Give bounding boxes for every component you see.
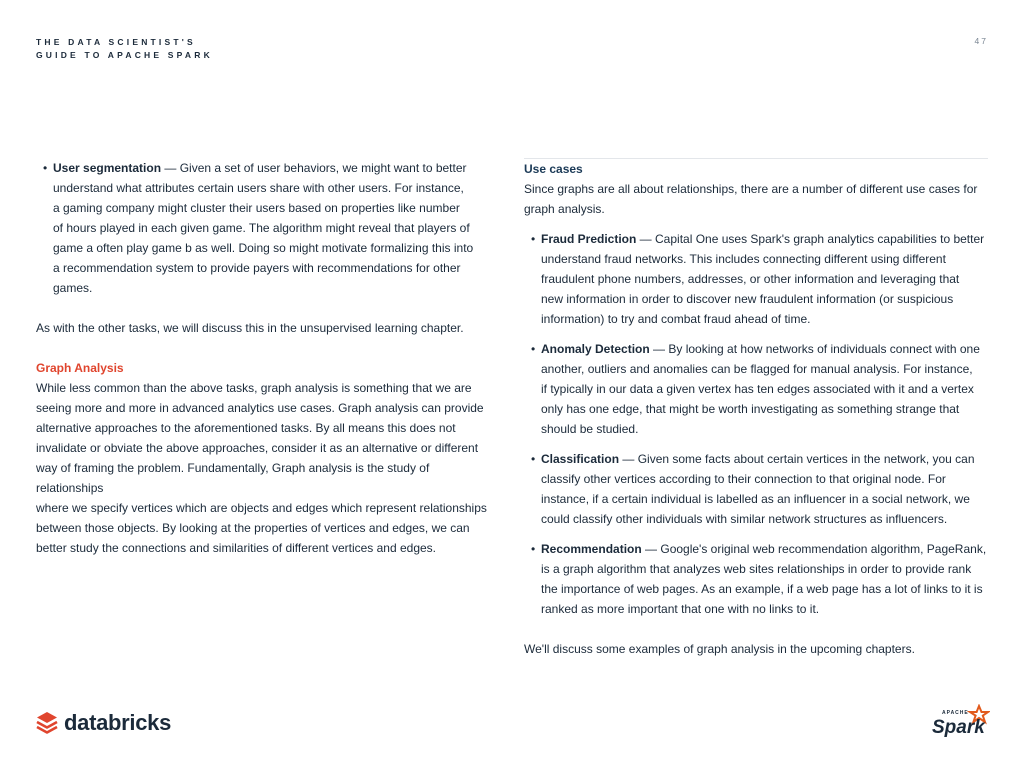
page-number: 47 bbox=[974, 36, 988, 46]
bullet-line: if typically in our data a given vertex has ten edges associated with it and a vertex bbox=[541, 382, 974, 396]
bullet-line: should be studied. bbox=[541, 422, 639, 436]
bullet-dot: • bbox=[531, 232, 536, 246]
apache-spark-logo bbox=[930, 704, 990, 738]
paragraph-use-cases-intro bbox=[524, 179, 988, 219]
section-title-graph-analysis: Graph Analysis bbox=[36, 361, 124, 375]
bullet-line: — Given a set of user behaviors, we might want to better bbox=[161, 161, 467, 175]
bullet-text bbox=[541, 539, 988, 619]
bullet-line: game a often play game b as well. Doing so might motivate formalizing this into bbox=[53, 241, 474, 255]
bullet-term: Fraud Prediction bbox=[541, 232, 637, 246]
bullet-dot: • bbox=[531, 542, 536, 556]
databricks-wordmark: databricks bbox=[64, 710, 172, 735]
bullet-term: Recommendation bbox=[541, 542, 642, 556]
apache-label: APACHE bbox=[942, 710, 969, 716]
bullet-term: User segmentation bbox=[53, 161, 162, 175]
bullet-line: a recommendation system to provide payers with recommendations for other bbox=[53, 261, 461, 275]
bullet-dot: • bbox=[531, 342, 536, 356]
bullet-line: is a graph algorithm that analyzes web sites relationships in order to provide rank bbox=[541, 562, 972, 576]
databricks-logo bbox=[36, 709, 171, 737]
paragraph-outro: We'll discuss some examples of graph analysis in the upcoming chapters. bbox=[524, 642, 915, 656]
section-title-use-cases: Use cases bbox=[524, 162, 583, 176]
bullet-user-segmentation bbox=[36, 158, 498, 298]
bullet-recommendation bbox=[524, 539, 988, 619]
bullet-line: a gaming company might cluster their users based on properties like number bbox=[53, 201, 460, 215]
bullet-line: of hours played in each given game. The algorithm might reveal that players of bbox=[53, 221, 470, 235]
paragraph-line: alternative approaches to the aforementioned tasks. By all means this does not bbox=[36, 421, 456, 435]
paragraph-graph-analysis bbox=[36, 378, 498, 558]
left-column bbox=[36, 158, 498, 558]
bullet-line: classify other vertices according to their connection to that original node. For bbox=[541, 472, 946, 486]
bullet-line: could classify other individuals with similar network structures as influencers. bbox=[541, 512, 948, 526]
paragraph-line: better study the connections and similarities of different vertices and edges. bbox=[36, 541, 437, 555]
bullet-line: ranked as more important that one with no links to it. bbox=[541, 602, 820, 616]
bullet-line: — Capital One uses Spark's graph analytics capabilities to better bbox=[636, 232, 985, 246]
document-title bbox=[36, 36, 213, 62]
right-column bbox=[524, 158, 988, 659]
bullet-classification bbox=[524, 449, 988, 529]
bullet-line: fraudulent phone numbers, addresses, or other information and leveraging that bbox=[541, 272, 960, 286]
bullet-fraud-prediction bbox=[524, 229, 988, 329]
bullet-text bbox=[53, 158, 498, 298]
bullet-line: another, outliers and anomalies can be flagged for manual analysis. For instance, bbox=[541, 362, 973, 376]
bullet-line: understand fraud networks. This includes connecting different using different bbox=[541, 252, 946, 266]
paragraph-line: Since graphs are all about relationships, there are a number of different use cases for bbox=[524, 182, 978, 196]
bullet-line: — Google's original web recommendation algorithm, PageRank, bbox=[641, 542, 987, 556]
bullet-line: games. bbox=[53, 281, 93, 295]
bullet-term: Classification bbox=[541, 452, 620, 466]
bullet-line: — Given some facts about certain vertices in the network, you can bbox=[619, 452, 975, 466]
databricks-icon bbox=[36, 711, 58, 735]
bullet-dot: • bbox=[531, 452, 536, 466]
title-line-1: THE DATA SCIENTIST'S bbox=[36, 37, 196, 47]
paragraph-line: way of framing the problem. Fundamentally, Graph analysis is the study of relationships bbox=[36, 461, 430, 495]
paragraph-line: between those objects. By looking at the properties of vertices and edges, we can bbox=[36, 521, 470, 535]
bullet-line: new information in order to discover new fraudulent information (or suspicious bbox=[541, 292, 954, 306]
bullet-term: Anomaly Detection bbox=[541, 342, 650, 356]
bullet-line: the importance of web pages. As an example, if a web page has a lot of links to it is bbox=[541, 582, 983, 596]
bullet-anomaly-detection bbox=[524, 339, 988, 439]
bullet-text bbox=[541, 339, 988, 439]
bullet-line: only has one edge, that might be worth investigating as something strange that bbox=[541, 402, 960, 416]
paragraph-line: graph analysis. bbox=[524, 202, 605, 216]
bullet-line: instance, if a certain individual is labelled as an influencer in a social network, we bbox=[541, 492, 970, 506]
bullet-dot: • bbox=[43, 161, 48, 175]
bullet-text bbox=[541, 229, 988, 329]
paragraph-line: seeing more and more in advanced analytics use cases. Graph analysis can provide bbox=[36, 401, 484, 415]
title-line-2: GUIDE TO APACHE SPARK bbox=[36, 50, 213, 60]
paragraph-line: invalidate or obviate the above approaches, consider it as an alternative or different bbox=[36, 441, 479, 455]
bullet-text bbox=[541, 449, 988, 529]
spark-wordmark: Spark bbox=[932, 717, 985, 738]
paragraph-line: where we specify vertices which are objects and edges which represent relationships bbox=[36, 501, 487, 515]
paragraph-unsupervised: As with the other tasks, we will discuss this in the unsupervised learning chapter. bbox=[36, 321, 464, 335]
paragraph-line: While less common than the above tasks, graph analysis is something that we are bbox=[36, 381, 472, 395]
bullet-line: — By looking at how networks of individuals connect with one bbox=[649, 342, 980, 356]
bullet-line: understand what attributes certain users share with other users. For instance, bbox=[53, 181, 464, 195]
bullet-line: information) to try and combat fraud ahead of time. bbox=[541, 312, 811, 326]
